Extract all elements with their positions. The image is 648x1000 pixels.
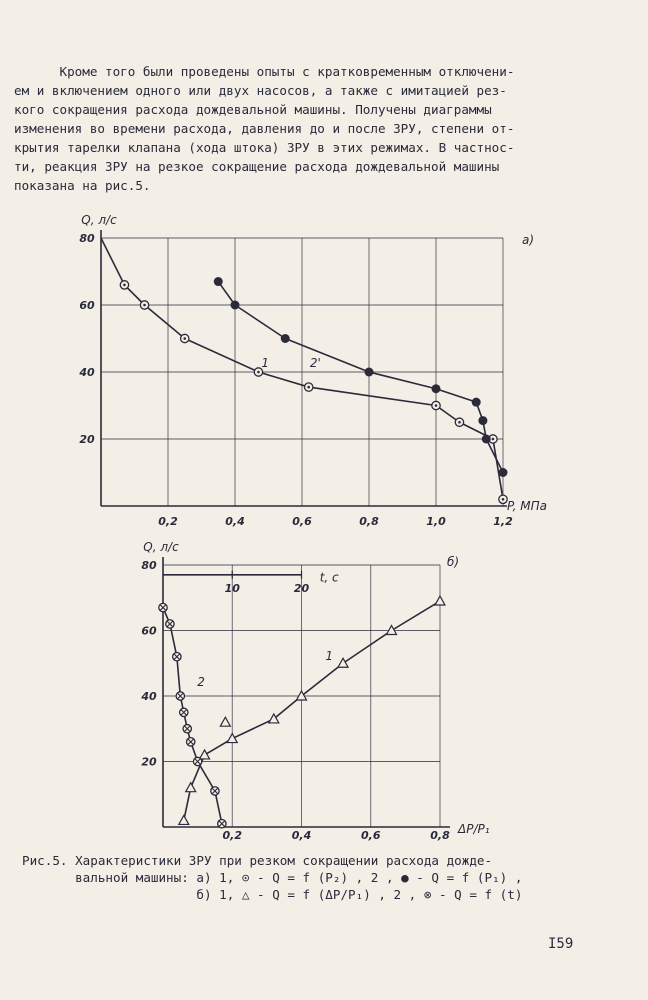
data-point: [478, 416, 487, 425]
data-point: [140, 301, 148, 309]
data-point: [220, 717, 230, 726]
y-axis-label: Q, л/с: [81, 213, 117, 227]
marker-dot: [482, 435, 491, 444]
data-point: [499, 468, 508, 477]
data-point: [472, 398, 481, 407]
marker-dot: [214, 277, 223, 286]
t-axis-label: t, c: [319, 570, 339, 585]
marker-dot: [231, 301, 240, 310]
caption-line: вальной машины: а) 1, ⊙ - Q = f (P₂) , 2 , ● - Q = f (P₁) ,: [22, 870, 523, 885]
marker-center: [143, 304, 146, 307]
data-point: [187, 738, 195, 746]
data-point: [176, 692, 184, 700]
series-line: [184, 601, 440, 820]
y-tick-label: 60: [141, 624, 157, 638]
paragraph-line: Кроме того были проведены опыты с кратковременным отключени-: [14, 64, 515, 79]
data-point: [499, 495, 507, 503]
data-point: [435, 596, 445, 605]
marker-dot: [365, 368, 374, 377]
paragraph-line: ем и включением одного или двух насосов, а также с имитацией рез-: [14, 83, 507, 98]
data-point: [186, 783, 196, 792]
x-tick-label: 0,4: [225, 515, 245, 528]
x-tick-label: 0,8: [359, 515, 379, 528]
y-axis-label: Q, л/с: [143, 540, 179, 554]
data-point: [455, 418, 463, 426]
y-tick-label: 80: [79, 232, 95, 245]
marker-triangle: [227, 734, 237, 743]
marker-triangle: [435, 596, 445, 605]
marker-center: [123, 284, 126, 287]
x-tick-label: 0,2: [222, 829, 242, 842]
paragraph-line: показана на рис.5.: [14, 178, 151, 193]
data-point: [211, 787, 219, 795]
y-tick-label: 60: [79, 299, 95, 312]
data-point: [180, 708, 188, 716]
x-tick-label: 1,2: [493, 515, 513, 528]
caption-line: Рис.5. Характеристики ЗРУ при резком сокращении расхода дожде-: [22, 853, 493, 868]
data-point: [200, 750, 210, 759]
y-tick-label: 80: [141, 559, 157, 572]
marker-center: [257, 371, 260, 374]
data-point: [193, 757, 201, 765]
x-tick-label: 0,8: [430, 829, 450, 842]
marker-center: [502, 498, 505, 501]
paragraph-line: кого сокращения расхода дождевальной машины. Получены диаграммы: [14, 102, 492, 117]
data-point: [432, 384, 441, 393]
panel-label: а): [521, 233, 535, 247]
data-point: [365, 368, 374, 377]
y-tick-label: 20: [79, 433, 95, 446]
data-point: [227, 734, 237, 743]
x-tick-label: 0,6: [292, 515, 312, 528]
data-point: [214, 277, 223, 286]
marker-triangle: [200, 750, 210, 759]
marker-triangle: [338, 658, 348, 667]
x-tick-label: 0,6: [361, 829, 381, 842]
marker-center: [307, 386, 310, 389]
y-tick-label: 40: [141, 690, 157, 703]
data-point: [305, 383, 313, 391]
marker-center: [435, 404, 438, 407]
marker-dot: [281, 334, 290, 343]
data-point: [482, 435, 491, 444]
curve-label: 1: [325, 648, 334, 663]
figure-caption: [22, 852, 522, 903]
series-line: [218, 282, 503, 473]
x-tick-label: 0,4: [291, 829, 312, 842]
marker-dot: [432, 384, 441, 393]
data-point: [120, 281, 128, 289]
curve-label: 2': [309, 355, 321, 370]
data-point: [166, 620, 174, 628]
data-point: [159, 603, 167, 611]
panel-label: б): [446, 555, 460, 569]
marker-triangle: [220, 717, 230, 726]
data-point: [338, 658, 348, 667]
x-tick-label: 0,2: [158, 515, 178, 528]
marker-center: [183, 337, 186, 340]
paragraph-line: изменения во времени расхода, давления до и после ЗРУ, степени от-: [14, 121, 515, 136]
x-axis-label: ΔP/P₁: [458, 822, 490, 836]
data-point: [281, 334, 290, 343]
marker-triangle: [387, 626, 397, 635]
marker-triangle: [179, 815, 189, 824]
paragraph-line: крытия тарелки клапана (хода штока) ЗРУ в этих режимах. В частнос-: [14, 140, 515, 155]
marker-dot: [478, 416, 487, 425]
marker-dot: [472, 398, 481, 407]
data-point: [218, 820, 226, 828]
x-axis-label: P, МПа: [507, 499, 547, 513]
data-point: [181, 334, 189, 342]
data-point: [432, 401, 440, 409]
t-tick-label: 20: [293, 581, 310, 595]
caption-line: б) 1, △ - Q = f (ΔP/P₁) , 2 , ⊗ - Q = f (t): [22, 887, 523, 902]
curve-label: 2: [197, 675, 205, 690]
x-tick-label: 1,0: [426, 515, 446, 528]
t-tick-label: 10: [224, 581, 240, 595]
marker-dot: [499, 468, 508, 477]
y-tick-label: 20: [141, 755, 157, 769]
y-tick-label: 40: [79, 366, 95, 379]
data-point: [173, 653, 181, 661]
data-point: [179, 815, 189, 824]
data-point: [387, 626, 397, 635]
marker-center: [492, 438, 495, 441]
marker-center: [458, 421, 461, 424]
page-number: I59: [548, 936, 574, 952]
marker-triangle: [186, 783, 196, 792]
data-point: [183, 725, 191, 733]
curve-label: 1: [261, 355, 269, 370]
paragraph-line: ти, реакция ЗРУ на резкое сокращение расхода дождевальной машины: [14, 159, 500, 174]
data-point: [231, 301, 240, 310]
